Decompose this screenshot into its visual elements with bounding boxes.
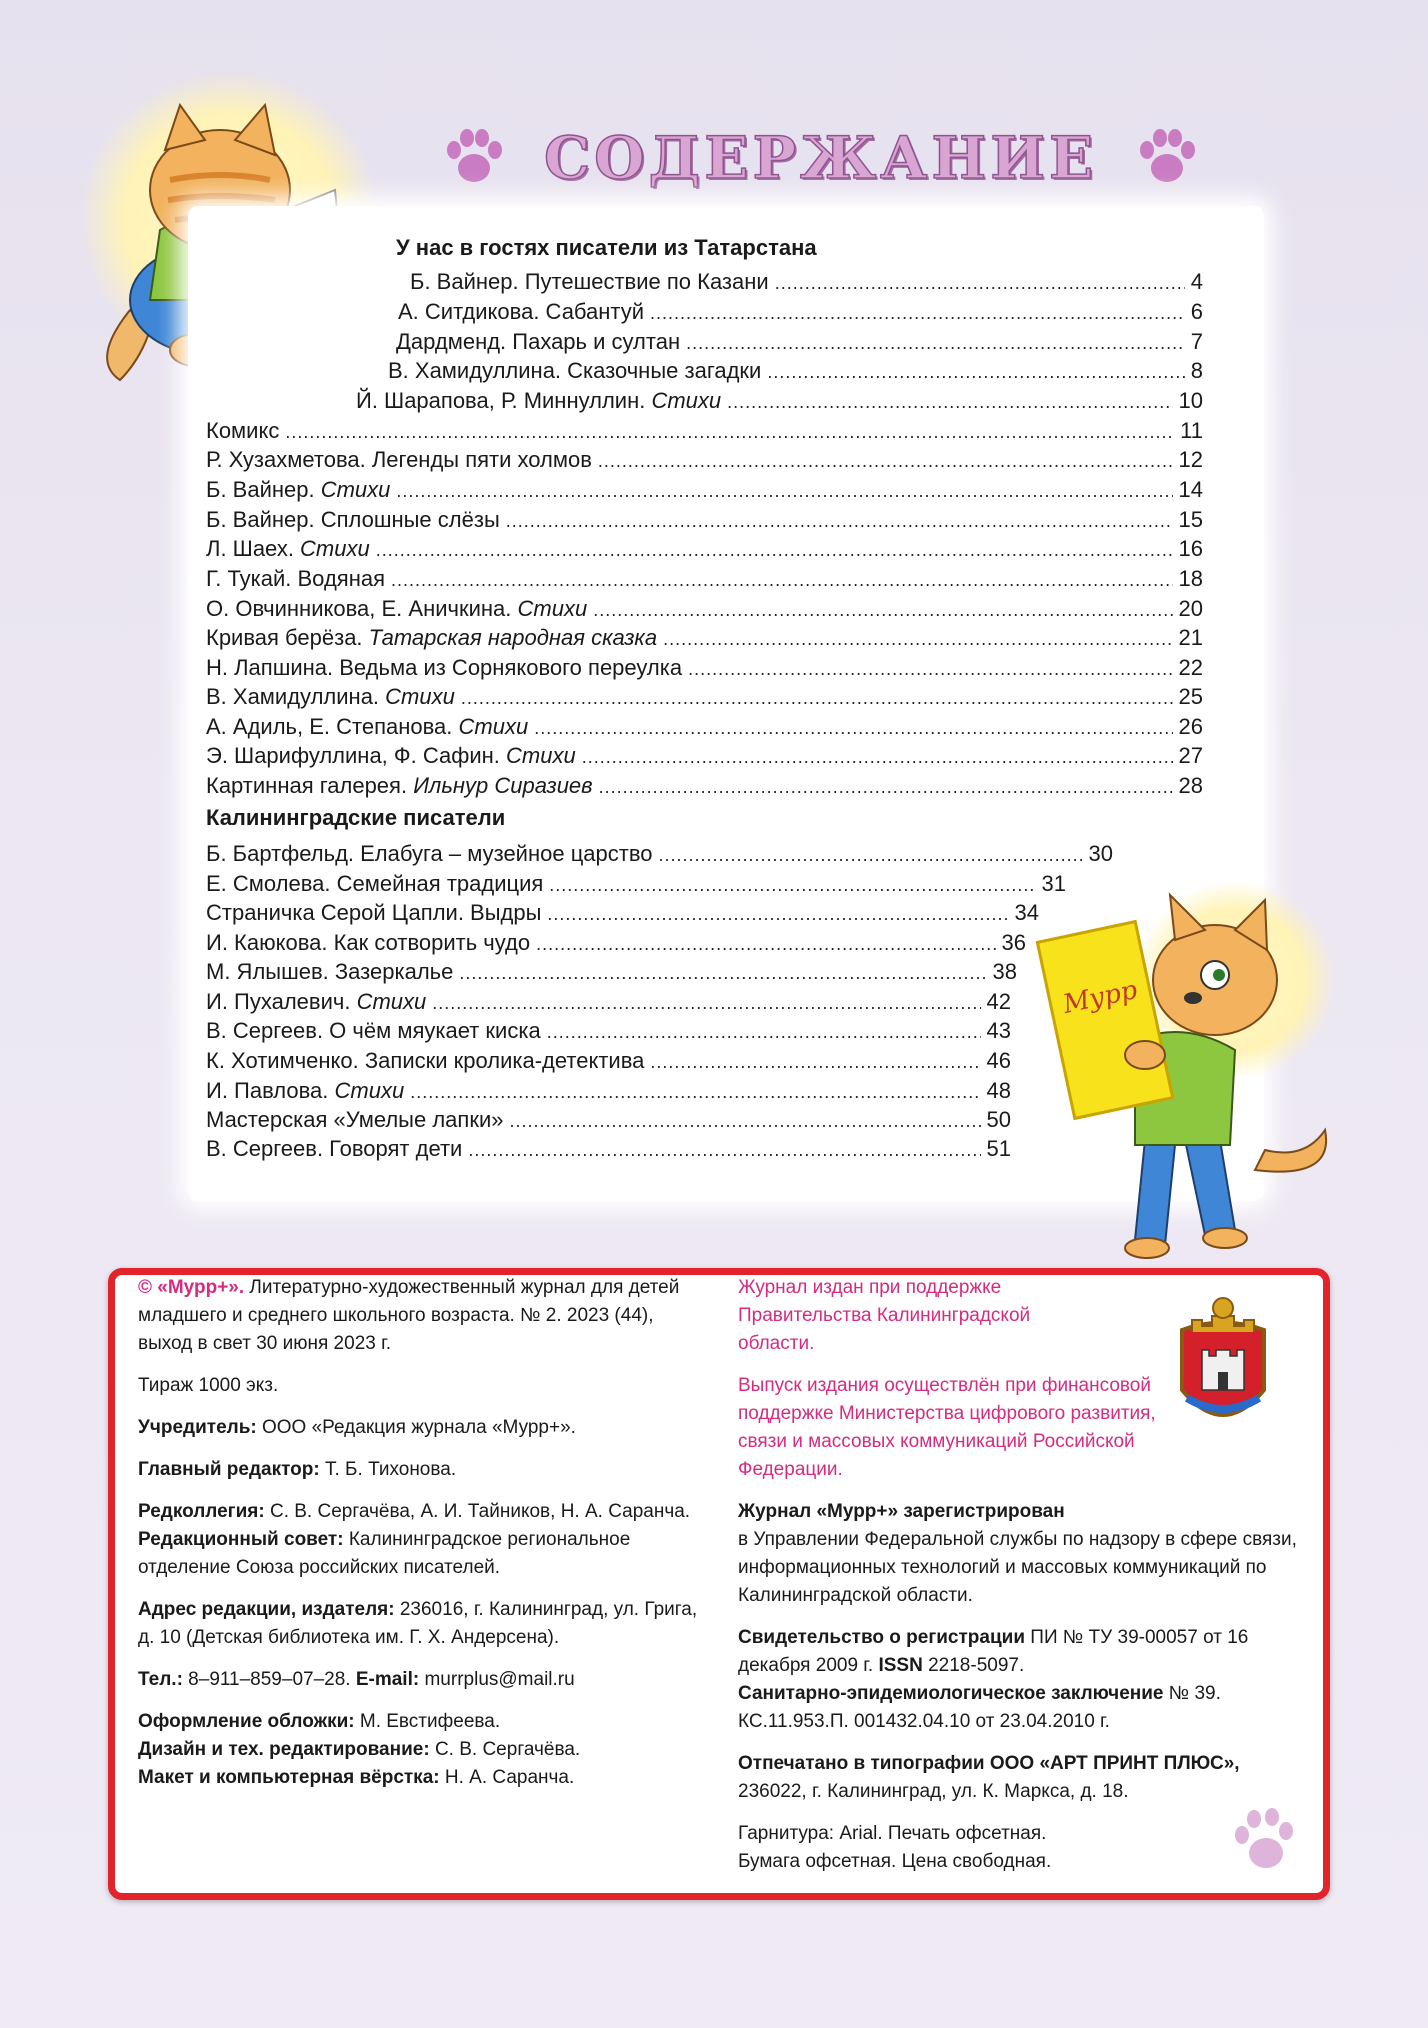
toc-entry-title-text: Картинная галерея. [206,773,414,798]
toc-entry [206,1134,1011,1164]
toc-page-number: 38 [992,959,1017,984]
toc-page-number: 8 [1190,358,1203,383]
toc-leader-dots [376,535,1173,565]
cat-with-sign-illustration [1035,880,1360,1265]
layout-credit: Макет и компьютерная вёрстка: Н. А. Саранча. [138,1767,575,1788]
toc-page-number: 10 [1178,388,1203,413]
toc-page-number: 26 [1178,714,1203,739]
toc-entry-italic-text: Стихи [320,477,391,502]
section-heading-tatarstan: У нас в гостях писатели из Татарстана [396,235,817,260]
toc-entry-title [206,1076,410,1106]
toc-leader-dots [549,870,1035,900]
toc-entry-italic-text: Стихи [385,684,455,709]
toc-leader-dots [775,268,1185,298]
toc-entry [206,623,1203,653]
toc-page-number: 12 [1178,447,1203,472]
toc-entry-italic-text: Стихи [651,388,722,413]
toc-entry-title [206,534,376,564]
toc-entry [206,741,1203,771]
toc-leader-dots [536,929,995,959]
toc-entry-title [356,386,727,416]
toc-page-number: 11 [1180,418,1203,443]
toc-entry-title-text: Дардменд. Пахарь и султан [396,329,681,354]
toc-page-number: 46 [986,1048,1011,1073]
toc-entry-title-text: А. Ситдикова. Сабантуй [398,299,645,324]
toc-entry-title [206,869,549,899]
toc-entry [206,1046,1011,1076]
page-title: СОДЕРЖАНИЕ [544,124,1098,192]
toc-entry [206,771,1203,801]
toc-entry [206,898,1039,928]
design-editing: Дизайн и тех. редактирование: С. В. Сергачёва. [138,1739,581,1760]
toc-leader-dots [432,988,980,1018]
toc-entry-title-text: В. Сергеев. Говорят дети [206,1136,463,1161]
toc-leader-dots [767,357,1184,387]
toc-leader-dots [593,595,1172,625]
toc-entry-title [206,623,663,653]
toc-entry [356,386,1203,416]
toc-page-number: 42 [986,989,1011,1014]
toc-entry [206,957,1017,987]
toc-entry-title-text: Э. Шарифуллина, Ф. Сафин. [206,743,506,768]
ministry-support: Выпуск издания осуществлён при финансовой поддержке Министерства цифрового развития, связи и массовых коммуникаций Российской Федерации. [738,1375,1156,1480]
chief-editor: Главный редактор: Т. Б. Тихонова. [138,1459,457,1480]
toc-entry-title [206,771,599,801]
toc-entry-title-text: Р. Хузахметова. Легенды пяти холмов [206,447,592,472]
toc-entry-title-text: К. Хотимченко. Записки кролика-детектива [206,1048,645,1073]
toc-entry [206,712,1203,742]
toc-entry [206,534,1203,564]
toc-entry [206,682,1203,712]
toc-entry-title-text: В. Хамидуллина. Сказочные загадки [388,358,762,383]
toc-entry-title [206,1016,547,1046]
copyright-text: © «Мурр+». Литературно-художественный журнал для детей младшего и среднего школьного возраста. № 2. 2023 (44), выход в свет 30 июня 2023 г. [138,1277,680,1354]
toc-entry [396,327,1203,357]
toc-leader-dots [727,387,1172,417]
toc-leader-dots [547,899,1008,929]
toc-entry [206,839,1113,869]
toc-entry-title [206,957,459,987]
government-support: Журнал издан при поддержке Правительства Калининградской области. [738,1277,1031,1354]
paper-info: Бумага офсетная. Цена свободная. [738,1851,1052,1872]
toc-entry-title [206,505,506,535]
toc-page-number: 50 [986,1107,1011,1132]
toc-entry-title [206,1134,468,1164]
toc-page-number: 36 [1001,930,1026,955]
toc-leader-dots [461,683,1173,713]
toc-leader-dots [659,840,1083,870]
printing-house: Отпечатано в типографии ООО «АРТ ПРИНТ ПЛЮС», 236022, г. Калининград, ул. К. Маркса, д. 18. [738,1753,1240,1802]
toc-entry-italic-text: Стихи [506,743,576,768]
toc-entry [206,1105,1011,1135]
toc-entry-title [206,987,432,1017]
toc-page-number: 28 [1178,773,1203,798]
toc-entry-italic-text: Стихи [517,596,588,621]
toc-leader-dots [582,742,1173,772]
toc-entry-title [398,297,650,327]
certificate: Свидетельство о регистрации ПИ № ТУ 39-00057 от 16 декабря 2009 г. ISSN 2218-5097. [738,1627,1249,1676]
circulation: Тираж 1000 экз. [138,1375,279,1396]
toc-entry [206,869,1066,899]
toc-entry-title [206,564,391,594]
toc-entry [206,1076,1011,1106]
toc-entry-title [206,416,285,446]
imprint-left-column [138,1274,698,1792]
toc-entry-italic-text: Стихи [334,1078,405,1103]
toc-entry-title-text: Г. Тукай. Водяная [206,566,385,591]
toc-entry-title-text: В. Сергеев. О чём мяукает киска [206,1018,541,1043]
toc-entry-title [206,712,534,742]
toc-entry-italic-text: Ильнур Сиразиев [413,773,593,798]
toc-leader-dots [459,958,986,988]
toc-entry [206,416,1203,446]
toc-entry-title [206,898,547,928]
toc-page-number: 43 [986,1018,1011,1043]
toc-page-number: 31 [1041,871,1066,896]
toc-entry-title-text: О. Овчинникова, Е. Аничкина. [206,596,518,621]
toc-page-number: 30 [1088,841,1113,866]
coat-of-arms-icon [1162,1290,1284,1440]
toc-entry-title-text: Б. Вайнер. Путешествие по Казани [410,269,769,294]
toc-entry-title-text: Кривая берёза. [206,625,369,650]
typeface-info: Гарнитура: Arial. Печать офсетная. [738,1823,1047,1844]
toc-leader-dots [468,1135,980,1165]
toc-entry-title-text: Н. Лапшина. Ведьма из Сорнякового переулка [206,655,683,680]
toc-entry-title [206,594,593,624]
editorial-address: Адрес редакции, издателя: 236016, г. Калининград, ул. Грига, д. 10 (Детская библиотека им. Г. Х. Андерсена). [138,1599,698,1648]
toc-leader-dots [396,476,1172,506]
toc-page-number: 16 [1178,536,1203,561]
toc-entry-italic-text: Стихи [356,989,427,1014]
toc-page-number: 27 [1178,743,1203,768]
toc-leader-dots [599,772,1173,802]
toc-leader-dots [547,1017,981,1047]
editorial-council: Редакционный совет: Калининградское региональное отделение Союза российских писателей. [138,1529,631,1578]
toc-entry-title-text: И. Каюкова. Как сотворить чудо [206,930,531,955]
toc-page-number: 15 [1178,507,1203,532]
toc-entry-title [206,1046,650,1076]
toc-entry-title [388,356,767,386]
toc-entry [206,564,1203,594]
toc-entry [388,356,1203,386]
toc-leader-dots [285,417,1174,447]
paw-icon [1230,1803,1296,1877]
toc-entry [206,445,1203,475]
contacts: Тел.: 8–911–859–07–28. E-mail: murrplus@mail.ru [138,1669,575,1690]
toc-entry [206,1016,1011,1046]
sanitary-conclusion: Санитарно-эпидемиологическое заключение № 39. КС.11.953.П. 001432.04.10 от 23.04.2010 г. [738,1683,1221,1732]
toc-entry [206,928,1026,958]
toc-leader-dots [650,1047,980,1077]
toc-leader-dots [391,565,1173,595]
section-heading-kaliningrad: Калининградские писатели [206,805,506,830]
toc-page-number: 6 [1190,299,1203,324]
toc-entry-title [410,267,775,297]
toc-entry [206,653,1203,683]
toc-entry-title-text: И. Пухалевич. [206,989,357,1014]
toc-entry-title-text: И. Павлова. [206,1078,335,1103]
toc-leader-dots [686,328,1185,358]
toc-entry-title-text: Б. Вайнер. Сплошные слёзы [206,507,500,532]
toc-entry-italic-text: Стихи [300,536,370,561]
toc-entry-title [206,928,536,958]
toc-page-number: 21 [1178,625,1203,650]
registration: Журнал «Мурр+» зарегистрирован в Управлении Федеральной службы по надзору в сфере связи, информационных технологий и массовых коммуникаций по Калининградской области. [738,1501,1297,1606]
toc-page-number: 18 [1178,566,1203,591]
toc-entry-title [206,1105,509,1135]
toc-entry-title [206,653,688,683]
toc-entry-italic-text: Стихи [458,714,529,739]
cover-design: Оформление обложки: М. Евстифеева. [138,1711,501,1732]
toc-entry-title [206,741,582,771]
toc-entry-title [206,475,396,505]
toc-leader-dots [509,1106,980,1136]
toc-entry-title-text: Е. Смолева. Семейная традиция [206,871,544,896]
editorial-board: Редколлегия: С. В. Сергачёва, А. И. Тайников, Н. А. Саранча. [138,1501,691,1522]
toc-entry [206,594,1203,624]
toc-entry-title-text: В. Хамидуллина. [206,684,386,709]
toc-page-number: 48 [986,1078,1011,1103]
toc-page-number: 4 [1190,269,1203,294]
toc-entry-title-text: Страничка Серой Цапли. Выдры [206,900,542,925]
toc-leader-dots [506,506,1173,536]
toc-page-number: 34 [1014,900,1039,925]
toc-entry-title [206,445,598,475]
toc-entry [206,505,1203,535]
toc-entry-title-text: Б. Вайнер. [206,477,321,502]
toc-leader-dots [650,298,1185,328]
toc-entry [206,475,1203,505]
sign-text: Мурр [1060,975,1141,1020]
toc-leader-dots [663,624,1172,654]
toc-entry-title [206,839,659,869]
toc-entry-italic-text: Татарская народная сказка [368,625,658,650]
toc-page-number: 25 [1178,684,1203,709]
toc-leader-dots [534,713,1172,743]
toc-entry-title-text: Л. Шаех. [206,536,301,561]
toc-page-number: 20 [1178,596,1203,621]
founder: Учредитель: ООО «Редакция журнала «Мурр+». [138,1417,576,1438]
toc-entry-title-text: Мастерская «Умелые лапки» [206,1107,504,1132]
toc-leader-dots [688,654,1172,684]
toc-entry [410,267,1203,297]
toc-leader-dots [598,446,1173,476]
toc-entry-title [206,682,461,712]
toc-entry [398,297,1203,327]
toc-entry-title-text: М. Ялышев. Зазеркалье [206,959,454,984]
toc-page-number: 22 [1178,655,1203,680]
toc-entry-title [396,327,686,357]
toc-page-number: 7 [1190,329,1203,354]
toc-entry-title-text: Комикс [206,418,280,443]
toc-entry-title-text: Б. Бартфельд. Елабуга – музейное царство [206,841,653,866]
toc-entry-title-text: А. Адиль, Е. Степанова. [206,714,459,739]
toc-entry [206,987,1011,1017]
toc-entry-title-text: Й. Шарапова, Р. Миннуллин. [356,388,652,413]
toc-page-number: 51 [986,1136,1011,1161]
toc-page-number: 14 [1178,477,1203,502]
toc-leader-dots [410,1077,980,1107]
